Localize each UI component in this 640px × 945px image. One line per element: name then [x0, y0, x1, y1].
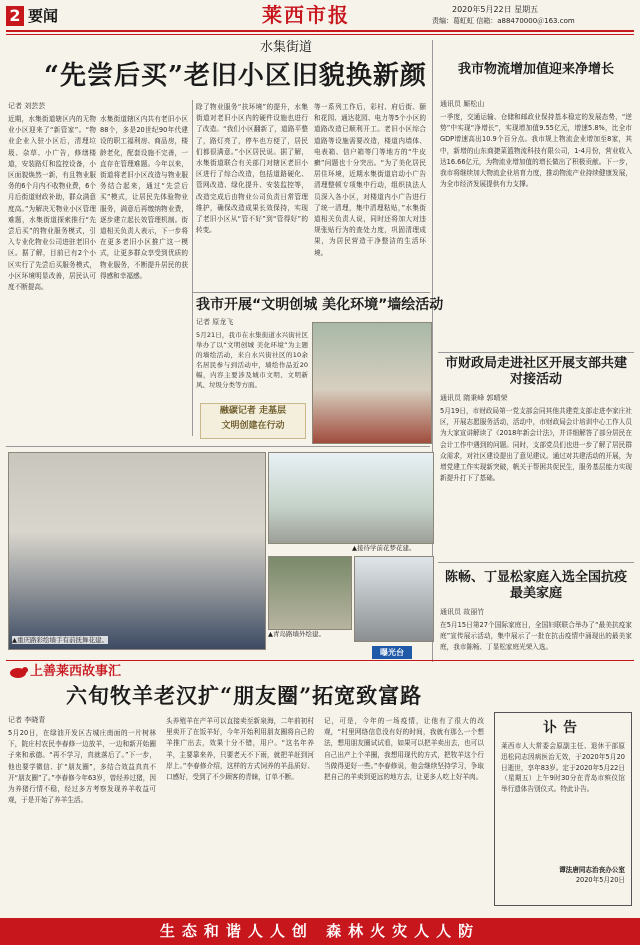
story-column-2: 头养殖羊在产羊可以直接卖至新泉海，二年前初村里卖开了在饭羊好，今年开始利用朋友圈将自己的羊推广出去，效果十分不错，用户。“这名年养羊，主要靠来养，只要老天不下雨，就把羊赶到河岸上。”李春修介绍，这样的方式饲养的羊品质好、口感好，受到了不少顾客的青睐，订单不断。 [166, 717, 314, 782]
main-photo-caption: ▲重庆路彩绘墙手有前抚舞花建。 [12, 636, 108, 644]
obituary-title: 讣告 [543, 720, 583, 736]
right-photo-1-caption: ▲接待学前花梦花建。 [352, 544, 416, 552]
divider [6, 446, 430, 447]
divider [438, 352, 634, 353]
obituary-body: 莱西市人大常委会原副主任、退休干部原迅松同志因病医治无效，于2020年5月20日逝世，享年83岁。定于2020年5月22日（星期五）上午9时30分在青岛市殡仪馆举行遗体告别仪式。特此讣告。 [501, 742, 625, 794]
series-tag [8, 664, 134, 680]
lead-column-2: 水集街道辖区内共有老旧小区88个，多是20世纪90年代建设的职工福利房、商品房，楼龄老化，配套设施不完善，一直存在管理难题。今年以来，街道将老旧小区改造与物业服务结合起来，通过“先尝后买”模式，让居民先体验物业服务，满意后再缴纳物业费，逐步建立起长效管理机制。街道相关负责人表示，下一步将在更多老旧小区推广这一模式，让更多群众享受到优质的物业服务，不断提升居民的获得感和幸福感。 [100, 115, 188, 280]
obituary-signer: 谭法唐同志治丧办公室 [559, 866, 625, 874]
lead-column-4: 等一系列工作后，彩村、府后街、颐和花园、通达花园、电力等5个小区的道路改造已顺利开工。老旧小区综合道路等设施需要改造，楼道内墙体、电表箱、信户箱等门等地方的“牛皮癣”问题也十分突出。“为了美化居民居住环境，近期水集街道启动小广告清理整顿专项集中行动，组织执法人员深入各小区，对楼道内小广告进行了统一清理，集中清理粘贴，”水集街道相关负责人说，同时还将加大对违规张贴行为的查处力度，巩固清理成果，为居民营造干净整洁的生活环境。 [314, 103, 426, 257]
right-photo-2-caption: ▲青岛路墙外绘建。 [268, 630, 325, 638]
mural-headline: 我市开展“文明创城 美化环境”墙绘活动 [196, 297, 444, 313]
dateline: 2020年5月22日 星期五 [452, 5, 539, 14]
family-body: 在5月15日第27个国际家庭日，全国妇联联合举办了“最美抗疫家庭”宣传展示活动，集中展示了一批在抗击疫情中涌现出的最美家庭，我市陈畅、丁显松家庭光荣入选。 [440, 621, 632, 652]
lead-headline: “先尝后买”老旧小区旧貌换新颜 [44, 61, 427, 91]
column-divider [192, 100, 193, 436]
mural-byline: 记者 原龙飞 [196, 318, 234, 326]
story-byline: 记者 李晓青 [8, 716, 46, 724]
footer-slogan: 生态和谐人人创 森林火灾人人防 [159, 922, 481, 940]
mural-photo [312, 322, 432, 444]
lead-column-3: 除了物业服务“扶环境”的提升，水集街道对老旧小区内的硬件设施也进行了改造。“我们小区翻新了，道路平整了，路灯亮了，停车也方便了，居民们都很满意。”小区居民说。据了解，水集街道联合有关部门对辖区老旧小区进行了综合改造，包括道路硬化、管网改造、绿化提升、安装监控等，改造完成后由物业公司负责日常管理维护，确保改造成果长效保持，实现了老旧小区从“管不好”到“管得好”的转变。 [196, 103, 308, 235]
sheep-icon [8, 664, 28, 680]
inset-text-2: 文明创建在行动 [221, 421, 285, 431]
logistics-byline: 通讯员 厮松山 [440, 100, 485, 108]
divider [438, 562, 634, 563]
exposure-tag: 曝光台 [372, 646, 412, 659]
finance-byline: 通讯员 隋秉峰 郭晴荣 [440, 394, 508, 402]
logistics-headline: 我市物流增加值迎来净增长 [457, 62, 614, 77]
story-column-3: 记，可是，今年的一场疫情，让他有了很大的改观，“村里网络信息没有好的时间，我就有那么一个想法，想用朋友圈试试看，如果可以把羊卖出去，也可以自己出产上个羊圈，我想用现代的方式，把牧羊这个行当做得更好一些。”李春修说，他会继续坚持学习，争取把自己的羊卖到更远的地方去，让更多人吃上好羊肉。 [324, 717, 484, 782]
logistics-body: 一季度，交通运输、仓储和邮政业保持基本稳定的发展态势，“逆势”中实现“净增长”，实现增加值9.55亿元，增速5.8%，比全市GDP增速高出10.9个百分点。我市规上物流企业增加至8家，其中，新增的山东商捷菜篮物流科技有限公司，1-4月份，营业收入达16.66亿元，为物流业增加值的增长做出了积极贡献。下一步，我市将继续加大物流企业培育力度，推动物流产业持续健康发展，为全市经济发展提供有力支撑。 [440, 113, 632, 189]
story-headline: 六旬牧羊老汉扩“朋友圈”拓宽致富路 [66, 683, 423, 708]
editor-info: 责编：葛虹虹 信箱：a88470000＠163.com [432, 17, 575, 25]
mural-inset-banner [200, 403, 306, 439]
lead-column-1: 近期，水集街道辖区内的无物业小区迎来了“新管家”。“物业企业入驻小区后，清理垃圾、杂草、小广告，修缮楼道，安装路灯和监控设备，小区面貌焕然一新，有且物业服务的6个月内不收物业费，6个月后街道财政补助，群众满意度高。”为解决无物业小区管理难题，水集街道探索推行“先尝后买”的物业服务模式，引入专业化物业公司进驻老旧小区。据了解，目前已有2个小区实行了先尝后买服务模式，小区环境明显改善，居民认可度不断提高。 [8, 115, 96, 292]
newspaper-masthead: 莱西市报 [262, 3, 350, 27]
divider [6, 660, 634, 661]
main-photo [8, 452, 266, 650]
finance-body: 5月19日，市财政局第一党支部会同其他共建党支部走进李家庄社区，开展志愿服务活动，活动中，市财政局会计培训中心工作人员为大家宣讲解读了《2018年新会计法》，并详细解答了部分居民在会计工作中遇到的问题。同时，支部党员们也进一步了解了居民群众需求，对社区建设提出了意见建议。通过对共建活动的开展，为增党建工作实现新突破，帆关于帮困共促民生，服务基层能力实现新提升打下了基础。 [440, 407, 632, 483]
right-photo-1 [268, 452, 434, 544]
inset-text-1: 融碳记者 走基层 [219, 406, 287, 416]
finance-headline: 市财政局走进社区开展支部共建对接活动 [444, 356, 627, 387]
section-title: 要闻 [28, 7, 59, 25]
obituary-notice [494, 712, 632, 906]
right-photo-2 [268, 556, 352, 630]
divider [192, 292, 430, 293]
page-number: 2 [6, 6, 24, 26]
series-tag-label: 上善莱西故事汇 [30, 664, 122, 679]
lead-byline: 记者 刘芸芸 [8, 102, 46, 110]
story-column-1: 5月20日，在绿油开发区古城庄南面的一片树林下，院庄村农民李春修一边放羊，一边和新开始圈子来和承德。“再不学习，真就落后了。”下一步，他也要学微信、扩“朋友圈”，多结合效益真真不开“朋友圈”了。”李春修今年63岁，曾经养过猪，因为养猪行情不稳，经过多方考察发现养羊收益可观，于是开始了养羊生活。 [8, 729, 156, 805]
right-photo-3 [354, 556, 434, 642]
header-rule [6, 30, 634, 32]
lead-kicker: 水集街道 [260, 40, 313, 55]
family-byline: 通讯员 故丽竹 [440, 608, 485, 616]
mural-body: 5月21日，我市在水集街道水兴街社区举办了以“文明创城 美化环境”为主题的墙绘活动，来自水兴街社区的10余名居民参与到活动中，墙绘作品近20幅，内容主要涉及城市文明、文明新风、垃圾分类等方面。 [196, 331, 308, 389]
obituary-date: 2020年5月20日 [575, 876, 625, 884]
family-headline: 陈畅、丁显松家庭入选全国抗疫最美家庭 [444, 570, 627, 601]
header-rule-thin [6, 34, 634, 35]
